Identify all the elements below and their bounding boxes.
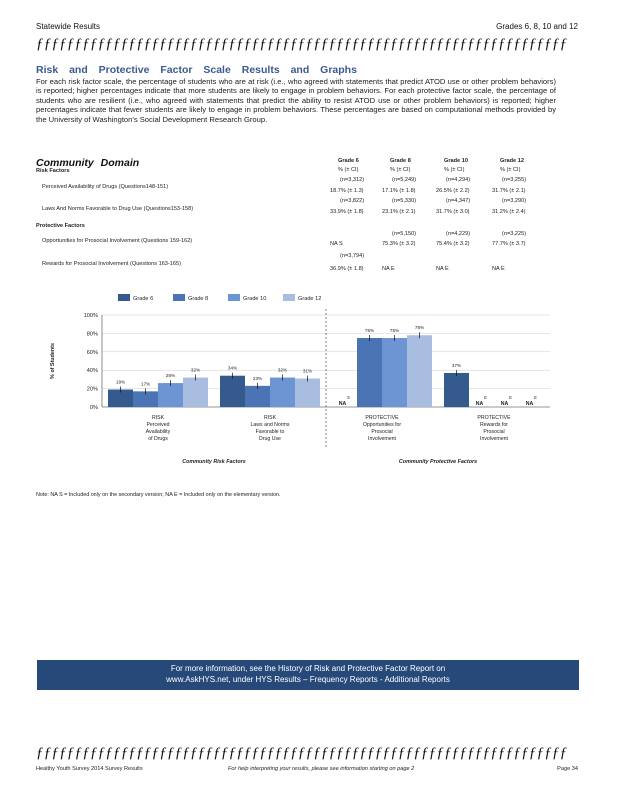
risk-factors-heading: Risk Factors bbox=[36, 168, 70, 174]
y-tick-label: 20% bbox=[86, 386, 98, 393]
bar-value-label: 34% bbox=[227, 365, 238, 371]
pct-ci-header: % (± CI) bbox=[444, 167, 465, 173]
na-label: NA bbox=[500, 401, 509, 407]
na-superscript: S bbox=[347, 395, 350, 400]
category-label-line: Availability bbox=[145, 429, 171, 435]
section-title: Risk and Protective Factor Scale Results and Graphs bbox=[36, 64, 357, 76]
bar-value-label: 31% bbox=[302, 368, 313, 374]
bar-value-label: 32% bbox=[277, 367, 288, 373]
bar-value-label: 23% bbox=[252, 375, 263, 381]
legend-label: Grade 10 bbox=[243, 296, 267, 302]
legend-label: Grade 6 bbox=[133, 296, 154, 302]
row-n-value: (n=5,249) bbox=[392, 177, 417, 183]
header-right: Grades 6, 8, 10 and 12 bbox=[496, 22, 578, 31]
bar bbox=[407, 335, 432, 407]
row-n-value: (n=3,290) bbox=[502, 198, 527, 204]
category-label-line: RISK bbox=[263, 415, 277, 421]
category-label-line: Prosocial bbox=[371, 429, 393, 435]
y-tick-label: 60% bbox=[86, 349, 98, 356]
row-n-value: (n=5,330) bbox=[392, 198, 417, 204]
row-percent-value: 23.1% (± 2.1) bbox=[382, 209, 416, 215]
legend-swatch bbox=[283, 294, 295, 301]
bar-value-label: 17% bbox=[140, 381, 151, 387]
info-banner-line2: www.AskHYS.net, under HYS Results – Frequency Reports - Additional Reports bbox=[166, 675, 450, 684]
bar-value-label: 75% bbox=[364, 328, 375, 333]
y-tick-label: 40% bbox=[86, 368, 98, 375]
na-label: NA bbox=[338, 401, 347, 407]
bar-value-label: 78% bbox=[414, 325, 425, 331]
row-percent-value: 26.5% (± 2.2) bbox=[436, 188, 470, 194]
y-tick-label: 80% bbox=[86, 331, 98, 338]
category-label-line: PROTECTIVE bbox=[477, 415, 511, 421]
grade-header: Grade 6 bbox=[338, 158, 359, 164]
row-n-value: (n=3,312) bbox=[340, 177, 365, 183]
bottom-decorative-rule: ƒƒƒƒƒƒƒƒƒƒƒƒƒƒƒƒƒƒƒƒƒƒƒƒƒƒƒƒƒƒƒƒƒƒƒƒƒƒƒƒƒƒƒƒƒƒƒƒƒƒƒƒƒƒƒƒƒƒƒƒƒƒƒƒƒƒƒƒƒ bbox=[36, 745, 568, 761]
y-tick-label: 0% bbox=[89, 405, 98, 411]
domain-title: Community Domain bbox=[36, 157, 140, 169]
legend-label: Grade 8 bbox=[188, 296, 209, 302]
row-percent-value: NA E bbox=[436, 266, 449, 272]
info-banner bbox=[37, 660, 579, 690]
row-percent-value: NA S bbox=[330, 241, 343, 247]
row-label: Perceived Availability of Drugs (Questions148-151) bbox=[42, 184, 169, 190]
bar bbox=[270, 378, 295, 407]
na-superscript: E bbox=[484, 395, 487, 400]
bar-value-label: 32% bbox=[190, 367, 201, 373]
footnote: Note: NA S = Included only on the secondary version; NA E = Included only on the elementary version. bbox=[36, 492, 281, 498]
row-percent-value: 75.4% (± 3.2) bbox=[436, 241, 470, 247]
row-percent-value: NA E bbox=[382, 266, 395, 272]
footer-middle: For help interpreting your results, please see information starting on page 2 bbox=[228, 766, 415, 772]
row-percent-value: 31.7% (± 2.1) bbox=[492, 188, 526, 194]
category-label-line: of Drugs bbox=[148, 436, 168, 442]
row-n-value: (n=3,225) bbox=[502, 231, 527, 237]
top-decorative-rule: ƒƒƒƒƒƒƒƒƒƒƒƒƒƒƒƒƒƒƒƒƒƒƒƒƒƒƒƒƒƒƒƒƒƒƒƒƒƒƒƒƒƒƒƒƒƒƒƒƒƒƒƒƒƒƒƒƒƒƒƒƒƒƒƒƒƒƒƒƒ bbox=[36, 36, 568, 52]
category-label-line: Involvement bbox=[480, 436, 508, 442]
footer-left: Healthy Youth Survey 2014 Survey Results bbox=[36, 766, 143, 772]
row-percent-value: 77.7% (± 3.7) bbox=[492, 241, 526, 247]
row-percent-value: 31.7% (± 3.0) bbox=[436, 209, 470, 215]
legend-swatch bbox=[118, 294, 130, 301]
section-intro: For each risk factor scale, the percentage of students who are at risk (i.e., who agreed with statements that predict ATOD use or other problem behaviors) is reported; higher percentages indicate that more students are likely to engage in problem behaviors. For each protective factor scale, the percentage of students who are resilient (i.e., who agreed with statements that predict the ability to resist ATOD use or other problem behaviors) is reported; higher percentages indicate that fewer students are likely to engage in problem behaviors. These percentages are based on computational methods provided by the University of Washington's Social Development Research Group. bbox=[36, 77, 556, 124]
bar bbox=[295, 378, 320, 407]
legend-swatch bbox=[228, 294, 240, 301]
bar bbox=[382, 338, 407, 407]
row-label: Rewards for Prosocial Involvement (Questions 163-165) bbox=[42, 261, 181, 267]
bar-value-label: 75% bbox=[389, 328, 400, 333]
bar bbox=[245, 386, 270, 407]
category-label-line: RISK bbox=[151, 415, 165, 421]
row-percent-value: 36.9% (± 1.8) bbox=[330, 266, 364, 272]
row-n-value: (n=3,822) bbox=[340, 198, 365, 204]
legend-label: Grade 12 bbox=[298, 296, 322, 302]
pct-ci-header: % (± CI) bbox=[338, 167, 359, 173]
bar bbox=[183, 378, 208, 407]
bar-value-label: 19% bbox=[115, 379, 126, 385]
category-label-line: Drug Use bbox=[259, 436, 281, 442]
y-tick-label: 100% bbox=[83, 313, 98, 319]
na-superscript: E bbox=[534, 395, 537, 400]
row-n-value: (n=4,347) bbox=[446, 198, 471, 204]
row-n-value: (n=3,255) bbox=[502, 177, 527, 183]
row-percent-value: 31.2% (± 2.4) bbox=[492, 209, 526, 215]
category-label-line: Opportunities for bbox=[362, 422, 402, 428]
bar bbox=[357, 338, 382, 407]
group-label-protective: Community Protective Factors bbox=[398, 459, 478, 465]
legend-swatch bbox=[173, 294, 185, 301]
pct-ci-header: % (± CI) bbox=[390, 167, 411, 173]
row-n-value: (n=4,294) bbox=[446, 177, 471, 183]
info-banner-line1: For more information, see the History of Risk and Protective Factor Report on bbox=[170, 664, 446, 673]
grade-header: Grade 8 bbox=[390, 158, 411, 164]
category-label-line: PROTECTIVE bbox=[365, 415, 399, 421]
row-percent-value: 17.1% (± 1.8) bbox=[382, 188, 416, 194]
row-n-value: (n=5,150) bbox=[392, 231, 417, 237]
bar bbox=[444, 373, 469, 407]
row-label: Laws And Norms Favorable to Drug Use (Questions153-158) bbox=[42, 206, 194, 212]
category-label-line: Prosocial bbox=[483, 429, 505, 435]
row-percent-value: 18.7% (± 1.3) bbox=[330, 188, 364, 194]
na-label: NA bbox=[475, 401, 484, 407]
grade-header: Grade 12 bbox=[500, 158, 524, 164]
bar-value-label: 26% bbox=[165, 373, 176, 379]
y-axis-label: % of Students bbox=[50, 343, 56, 379]
group-label-risk: Community Risk Factors bbox=[182, 459, 246, 465]
row-percent-value: NA E bbox=[492, 266, 505, 272]
bar bbox=[220, 376, 245, 407]
category-label-line: Laws and Norms bbox=[250, 422, 290, 428]
row-label: Opportunities for Prosocial Involvement (Questions 159-162) bbox=[42, 238, 193, 244]
na-superscript: E bbox=[509, 395, 512, 400]
category-label-line: Rewards for bbox=[480, 422, 508, 428]
bar-value-label: 37% bbox=[451, 362, 462, 368]
results-bar-chart bbox=[40, 288, 560, 488]
category-label-line: Involvement bbox=[368, 436, 396, 442]
row-percent-value: 75.3% (± 3.2) bbox=[382, 241, 416, 247]
footer-page-number: Page 34 bbox=[557, 766, 578, 772]
row-percent-value: 33.9% (± 1.8) bbox=[330, 209, 364, 215]
pct-ci-header: % (± CI) bbox=[500, 167, 521, 173]
bar bbox=[158, 383, 183, 407]
na-label: NA bbox=[525, 401, 534, 407]
header-left: Statewide Results bbox=[36, 22, 101, 31]
protective-factors-heading: Protective Factors bbox=[36, 223, 85, 229]
row-n-value: (n=4,229) bbox=[446, 231, 471, 237]
row-n-value: (n=3,794) bbox=[340, 253, 365, 259]
category-label-line: Perceived bbox=[146, 422, 170, 428]
grade-header: Grade 10 bbox=[444, 158, 468, 164]
category-label-line: Favorable to bbox=[255, 429, 285, 435]
